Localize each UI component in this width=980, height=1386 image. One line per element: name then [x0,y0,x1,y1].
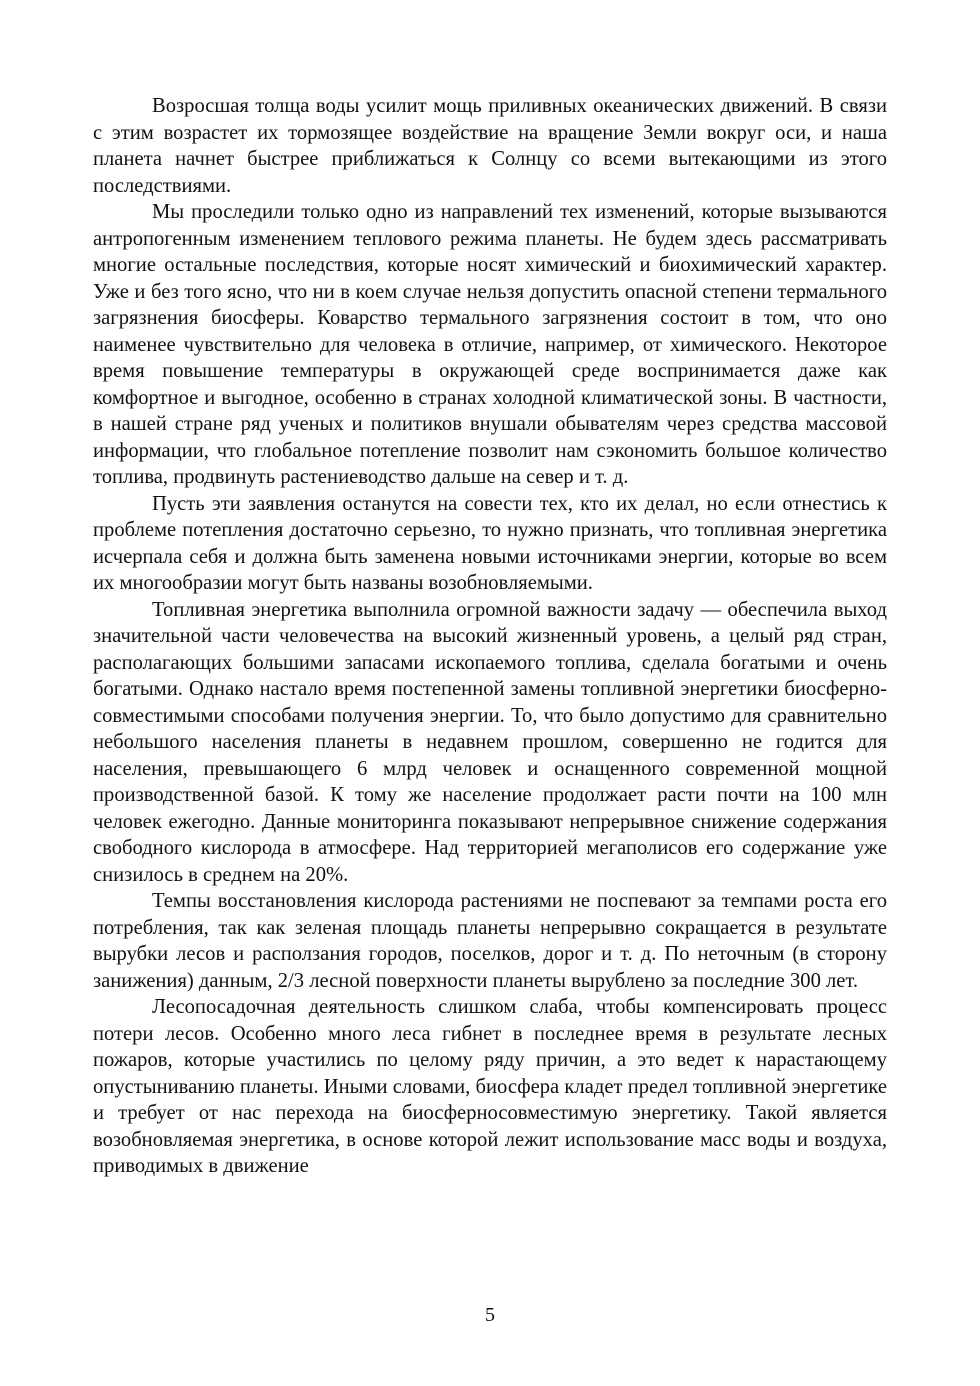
paragraph: Лесопосадочная деятельность слишком слаба, чтобы компенсировать процесс потери лесов. Особенно много леса гибнет в последнее время в результате лесных пожаров, которые участились по целому ряду причин, а это ведет к нарастающему опустыниванию планеты. Иными словами, биосфера кладет предел топливной энергетике и требует от нас перехода на биосферносовместимую энергетику. Такой является возобновляемая энергетика, в основе которой лежит использование масс воды и воздуха, приводимых в движение [93,996,887,1177]
paragraph: Пусть эти заявления останутся на совести тех, кто их делал, но если отнестись к проблеме потепления достаточно серьезно, то нужно признать, что топливная энергетика исчерпала себя и должна быть заменена новыми источниками энергии, которые во всем их многообразии могут быть названы возобновляемыми. [93,492,887,594]
page-number: 5 [485,1304,495,1326]
paragraph: Темпы восстановления кислорода растениями не поспевают за темпами роста его потребления, так как зеленая площадь планеты непрерывно сокращается в результате вырубки лесов и расползания городов, поселков, дорог и т. д. По неточным (в сторону занижения) данным, 2/3 лесной поверхности планеты вырублено за последние 300 лет. [93,890,887,992]
paragraph: Возросшая толща воды усилит мощь приливных океанических движений. В связи с этим возрастет их тормозящее воздействие на вращение Земли вокруг оси, и наша планета начнет быстрее приближаться к Солнцу со всеми вытекающими из этого последствиями. [93,95,887,197]
paragraph: Мы проследили только одно из направлений тех изменений, которые вызываются антропогенным изменением теплового режима планеты. Не будем здесь рассматривать многие остальные последствия, которые носят химический и биохимический характер. Уже и без того ясно, что ни в коем случае нельзя допустить опасной степени термального загрязнения биосферы. Коварство термального загрязнения состоит в том, что оно наименее чувствительно для человека в отличие, например, от химического. Некоторое время повышение температуры в окружающей среде воспринимается даже как комфортное и выгодное, особенно в странах холодной климатической зоны. В частности, в нашей стране ряд ученых и политиков внушали обывателям через средства массовой информации, что глобальное потепление позволит нам сэкономить большое количество топлива, продвинуть растениеводство дальше на север и т. д. [93,201,887,488]
paragraph: Топливная энергетика выполнила огромной важности задачу — обеспечила выход значительной части человечества на высокий жизненный уровень, а целый ряд стран, располагающих большими запасами ископаемого топлива, сделала богатыми и очень богатыми. Однако настало время постепенной замены топливной энергетики биосферно-совместимыми способами получения энергии. То, что было допустимо для сравнительно небольшого населения планеты в недавнем прошлом, совершенно не годится для населения, превышающего 6 млрд человек и оснащенного современной мощной производственной базой. К тому же население продолжает расти почти на 100 млн человек ежегодно. Данные мониторинга показывают непрерывное снижение содержания свободного кислорода в атмосфере. Над территорией мегаполисов его содержание уже снизилось в среднем на 20%. [93,598,887,886]
body-text [93,93,887,1180]
